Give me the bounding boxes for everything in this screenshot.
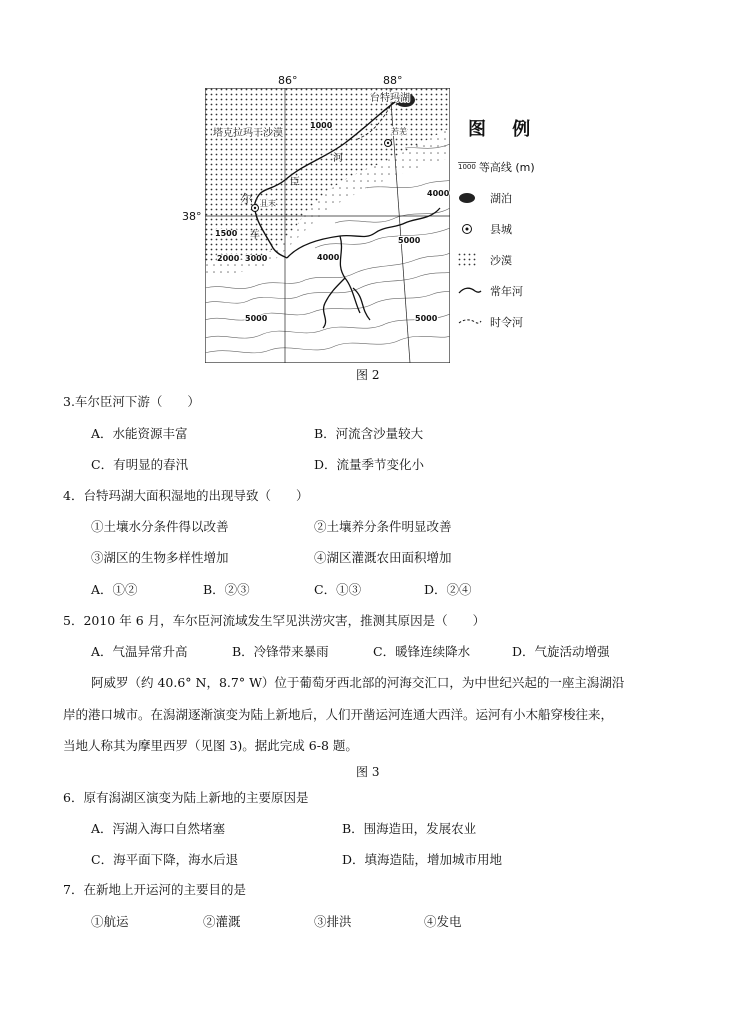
- q5-option-b: B．冷锋带来暴雨: [232, 644, 329, 659]
- q3-stem: 3.车尔臣河下游（ ）: [63, 394, 200, 409]
- passage-line-1: 阿威罗（约 40.6° N，8.7° W）位于葡萄牙西北部的河海交汇口，为中世纪兴起的一座主潟湖沿: [91, 675, 625, 690]
- q7-stem: 7．在新地上开运河的主要目的是: [63, 882, 246, 897]
- contour-4000-east: 4000: [427, 189, 450, 198]
- q4-statement-3: ③湖区的生物多样性增加: [91, 550, 229, 565]
- contour-4000-mid: 4000: [317, 253, 340, 262]
- contour-3000: 3000: [245, 254, 268, 263]
- river-char-3: 尔: [241, 192, 254, 206]
- qiemo-label: 且末: [260, 199, 276, 208]
- lon-86-label: 86°: [278, 74, 298, 87]
- river-char-2: 臣: [290, 177, 300, 188]
- legend-item-desert: [458, 244, 588, 275]
- q5-option-c: C．暖锋连续降水: [373, 644, 471, 659]
- q6-stem: 6．原有潟湖区演变为陆上新地的主要原因是: [63, 790, 309, 805]
- legend-item-contour: [458, 151, 588, 182]
- legend-item-perennial-river: [458, 275, 588, 306]
- desert-label: 塔克拉玛干沙漠: [213, 128, 283, 139]
- contour-5000-west: 5000: [245, 314, 268, 323]
- q6-option-c: C．海平面下降，海水后退: [91, 852, 239, 867]
- q7-statement-3: ③排洪: [314, 914, 352, 929]
- figure-2-map: [205, 88, 450, 363]
- contour-1000: 1000: [310, 121, 333, 130]
- legend-label-town: 县城: [490, 222, 512, 236]
- q4-option-b: B．②③: [203, 582, 250, 597]
- perennial-river-icon: [458, 286, 490, 296]
- desert-icon: [458, 253, 490, 267]
- q4-option-d: D．②④: [424, 582, 472, 597]
- ruoqiang-label: 若羌: [391, 127, 407, 136]
- contour-2000: 2000: [217, 254, 240, 263]
- figure-2-caption: 图 2: [356, 368, 380, 382]
- q3-option-d: D．流量季节变化小: [314, 457, 425, 472]
- legend-label-contour: 等高线 (m): [478, 160, 535, 174]
- legend-item-town: [458, 213, 588, 244]
- q7-statement-2: ②灌溉: [203, 914, 241, 929]
- q4-statement-1: ①土壤水分条件得以改善: [91, 519, 229, 534]
- legend-item-lake: [458, 182, 588, 213]
- legend-label-desert: 沙漠: [490, 253, 512, 267]
- map-legend: [458, 115, 588, 337]
- river-char-4: 车: [250, 230, 260, 241]
- contour-5000-southeast: 5000: [415, 314, 438, 323]
- lat-38-label: 38°: [182, 210, 202, 223]
- q5-stem: 5．2010 年 6 月，车尔臣河流域发生罕见洪涝灾害，推测其原因是（ ）: [63, 613, 486, 628]
- river-char-1: 河: [333, 153, 343, 164]
- county-town-icon: [458, 223, 490, 235]
- q3-option-c: C．有明显的春汛: [91, 457, 189, 472]
- q4-stem: 4．台特玛湖大面积湿地的出现导致（ ）: [63, 488, 309, 503]
- figure-3-caption: 图 3: [356, 765, 380, 779]
- map-svg: [205, 88, 450, 363]
- q4-option-a: A．①②: [91, 582, 138, 597]
- q4-statement-4: ④湖区灌溉农田面积增加: [314, 550, 452, 565]
- q4-statement-2: ②土壤养分条件明显改善: [314, 519, 452, 534]
- passage-line-2: 岸的港口城市。在潟湖逐渐演变为陆上新地后，人们开凿运河连通大西洋。运河有小木船穿梭往来，: [63, 707, 614, 722]
- q7-statement-4: ④发电: [424, 914, 462, 929]
- q6-option-a: A．泻湖入海口自然堵塞: [91, 821, 226, 836]
- legend-label-seasonal-river: 时令河: [490, 315, 523, 329]
- seasonal-river-icon: [458, 317, 490, 327]
- q6-option-d: D．填海造陆，增加城市用地: [342, 852, 503, 867]
- q6-option-b: B．围海造田，发展农业: [342, 821, 477, 836]
- lake-icon: [458, 192, 490, 204]
- legend-label-lake: 湖泊: [490, 191, 512, 205]
- county-town-ruoqiang: [385, 140, 392, 147]
- passage-line-3: 当地人称其为摩里西罗（见图 3)。据此完成 6-8 题。: [63, 738, 358, 753]
- q4-option-c: C．①③: [314, 582, 362, 597]
- q3-option-b: B．河流含沙量较大: [314, 426, 424, 441]
- q7-statement-1: ①航运: [91, 914, 129, 929]
- legend-item-seasonal-river: [458, 306, 588, 337]
- legend-title: 图 例: [468, 119, 541, 140]
- q5-option-a: A．气温异常升高: [91, 644, 188, 659]
- q5-option-d: D．气旋活动增强: [512, 644, 610, 659]
- legend-label-perennial-river: 常年河: [490, 284, 523, 298]
- contour-1500: 1500: [215, 229, 238, 238]
- contour-line-icon: 1000: [458, 163, 476, 171]
- contour-5000-east: 5000: [398, 236, 421, 245]
- q3-option-a: A．水能资源丰富: [91, 426, 188, 441]
- lake-label: 台特玛湖: [370, 93, 410, 104]
- lon-88-label: 88°: [383, 74, 403, 87]
